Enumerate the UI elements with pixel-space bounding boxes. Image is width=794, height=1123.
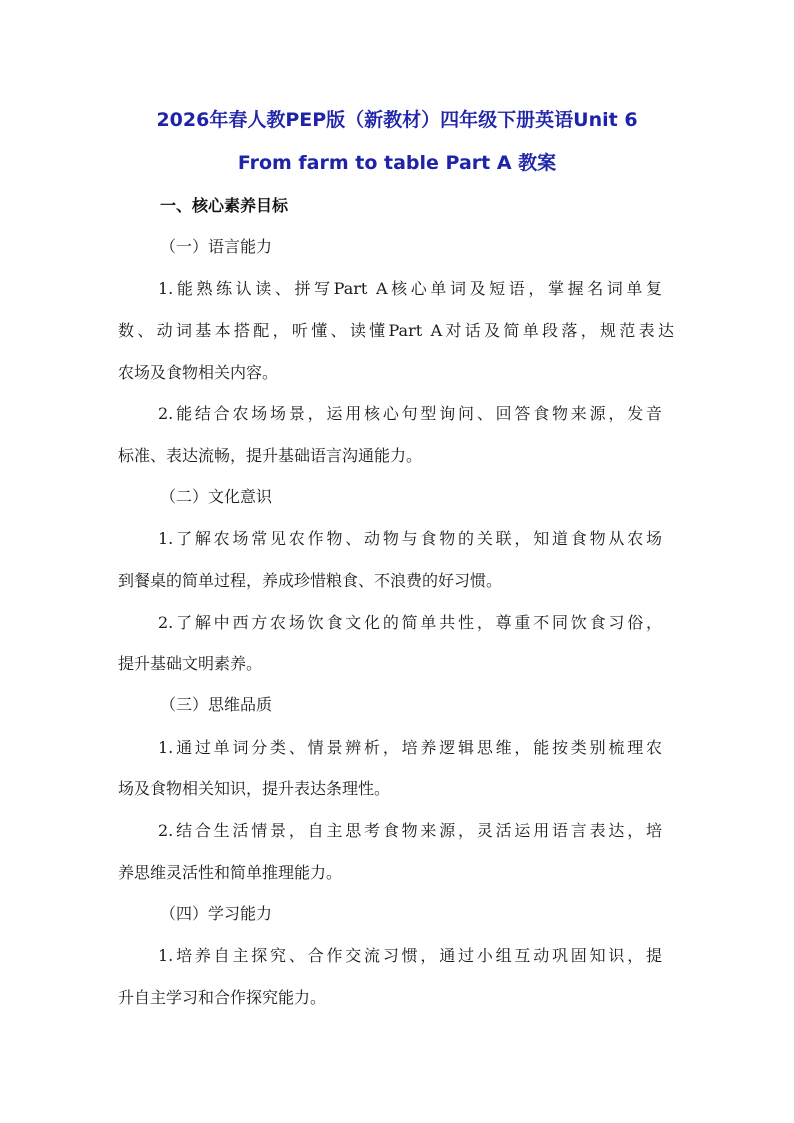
paragraph-line: 场及食物相关知识，提升表达条理性。 xyxy=(118,779,391,798)
paragraph-line: 升自主学习和合作探究能力。 xyxy=(118,988,327,1007)
subheading-learning-ability: （四）学习能力 xyxy=(160,904,273,923)
paragraph-line: 1.了解农场常见农作物、动物与食物的关联，知道食物从农场 xyxy=(158,529,662,548)
paragraph-line: 2.了解中西方农场饮食文化的简单共性，尊重不同饮食习俗， xyxy=(158,613,662,632)
paragraph-line: 数、动词基本搭配，听懂、读懂Part A对话及简单段落，规范表达 xyxy=(118,321,674,340)
paragraph-line: 提升基础文明素养。 xyxy=(118,654,263,673)
paragraph-line: 2.能结合农场场景，运用核心句型询问、回答食物来源，发音 xyxy=(158,404,662,423)
document-title-line2: From farm to table Part A 教案 xyxy=(237,152,557,174)
paragraph-line: 1.通过单词分类、情景辨析，培养逻辑思维，能按类别梳理农 xyxy=(158,738,662,757)
paragraph-line: 1.能熟练认读、拼写Part A核心单词及短语，掌握名词单复 xyxy=(158,279,662,298)
subheading-language-ability: （一）语言能力 xyxy=(160,237,273,256)
paragraph-line: 农场及食物相关内容。 xyxy=(118,363,279,382)
paragraph-line: 到餐桌的简单过程，养成珍惜粮食、不浪费的好习惯。 xyxy=(118,571,503,590)
section-heading-core-goals: 一、核心素养目标 xyxy=(160,196,289,215)
document-title-line1: 2026年春人教PEP版（新教材）四年级下册英语Unit 6 xyxy=(156,109,638,131)
subheading-thinking-quality: （三）思维品质 xyxy=(160,695,273,714)
paragraph-line: 标准、表达流畅，提升基础语言沟通能力。 xyxy=(118,446,423,465)
paragraph-line: 1.培养自主探究、合作交流习惯，通过小组互动巩固知识，提 xyxy=(158,946,662,965)
subheading-cultural-awareness: （二）文化意识 xyxy=(160,487,273,506)
paragraph-line: 2.结合生活情景，自主思考食物来源，灵活运用语言表达，培 xyxy=(158,821,662,840)
paragraph-line: 养思维灵活性和简单推理能力。 xyxy=(118,863,343,882)
